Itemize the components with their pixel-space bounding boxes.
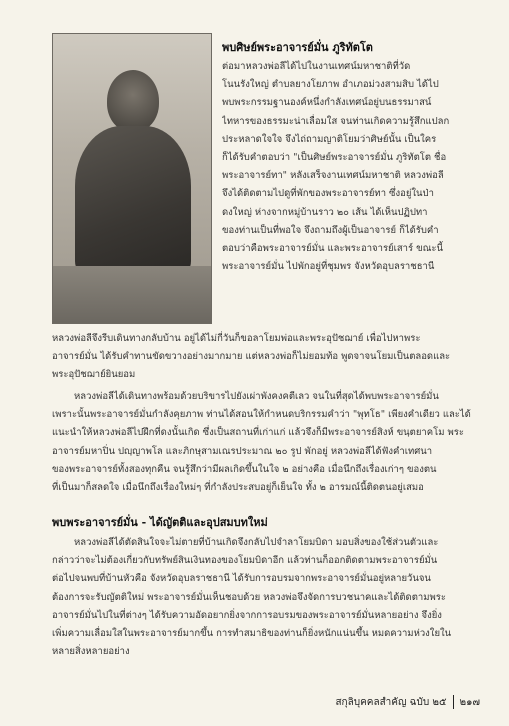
text-line: แนะนำให้หลวงพ่อลีไปฝึกที่ดงนั้นเกิด ซึ่งเป็นสถานที่เก่าแก่ แล้วจึงก็มีพระอาจารย์สิงห์ ขนฺตยาคโม พระ [52,427,464,439]
photo-head-shape [107,70,159,132]
footer-divider [453,695,454,709]
text-line: จึงได้ติดตามไปดูที่พักของพระอาจารย์ทา ซึ่งอยู่ในป่า [222,188,434,200]
text-line: ต่อไปจนพบที่บ้านหัวคือ จังหวัดอุบลราชธานี ได้รับการอบรมจากพระอาจารย์มั่นอยู่หลายวันจน [52,573,431,585]
photo-robe-shape [75,126,191,276]
text-line: หลวงพ่อลีได้ตัดสินใจจะไม่ตายที่บ้านเกิดจึงกลับไปจำลาโยมบิดา มอบสิ่งของใช้ส่วนตัวและ [74,537,439,548]
section1-paragraph-right [222,58,480,276]
text-line: ต้องการจะรับญัตติใหม่ พระอาจารย์มั่นเห็นชอบด้วย หลวงพ่อจึงจัดการบวชนาคและได้ติดตามพระ [52,591,446,603]
page-footer [330,692,480,712]
monk-portrait-photo [52,33,212,324]
section3-paragraph [52,534,480,661]
text-line: ดงใหญ่ ห่างจากหมู่บ้านราว ๒๐ เส้น ได้เห็นปฏิปทา [222,206,428,218]
text-line: ตอบว่าคือพระอาจารย์มั่น และพระอาจารย์เสาร์ ขณะนี้ [222,243,444,255]
text-line: พบพระกรรมฐานองค์หนึ่งกำลังเทศน์อยู่บนธรรมาสน์ [222,97,432,109]
page-number: ๒๑๗ [459,696,480,708]
section3-heading: พบพระอาจารย์มั่น - ได้ญัตติและอุปสมบทใหม่ [52,516,268,529]
section2-paragraph [52,388,480,497]
text-line: เพิ่มความเลื่อมใสในพระอาจารย์มากขึ้น การทำสมาธิของท่านก็ยิ่งหนักแน่นขึ้น หมดความห่วงใยใน [52,628,452,640]
text-line: ของท่านเป็นที่พอใจ จึงถามถึงผู้เป็นอาจารย์ ก็ได้รับคำ [222,224,439,236]
text-line: กล่าวว่าจะไม่ต้องเกี่ยวกับทรัพย์สินเงินทองของโยมบิดาอีก แล้วท่านก็ออกติดตามพระอาจารย์มั่น [52,555,438,567]
text-line: หลวงพ่อลีจึงรีบเดินทางกลับบ้าน อยู่ได้ไม่กี่วันก็ขอลาโยมพ่อและพระอุปัชฌาย์ เพื่อไปหาพระ [52,333,421,344]
text-line: ที่เป็นมาก็สลดใจ เมื่อนึกถึงเรื่องใหม่ๆ ที่กำลังประสบอยู่ก็เย็นใจ ทั้ง ๒ อารมณ์นี้ติดตนอยู่เสมอ [52,482,424,494]
footer-book-title: สกุลิบุคคลสำคัญ ฉบับ ๒๕ [335,696,447,708]
text-line: โนนรังใหญ่ ตำบลยางโยภาพ อำเภอม่วงสามสิบ ได้ไป [222,79,439,91]
text-line: พระอุปัชฌาย์ยินยอม [52,369,136,381]
text-line: หลายสิ่งหลายอย่าง [52,646,130,658]
text-line: ก็ได้รับคำตอบว่า "เป็นศิษย์พระอาจารย์มั่น ภูริทัตโต ชื่อ [222,152,447,164]
text-line: หลวงพ่อลีได้เดินทางพร้อมด้วยบริขารไปยังเผ่าพังคงคตีเลว จนในที่สุดได้พบพระอาจารย์มั่น [74,391,439,402]
text-line: พระอาจารย์ทา" หลังเสร็จงานเทศน์มหาชาติ หลวงพ่อลี [222,170,444,182]
text-line: พระอาจารย์มั่น ไปพักอยู่ที่ชุมพร จังหวัดอุบลราชธานี [222,261,435,273]
text-line: ต่อมาหลวงพ่อลีได้ไปในงานเทศน์มหาชาติที่วัด [222,61,411,72]
text-line: ประหลาดใจใจ จึงไถ่ถามญาติโยมว่าศิษย์นั้น เป็นใคร [222,133,437,145]
text-line: เพราะนั้นพระอาจารย์มั่นกำลังคุยภาพ ท่านได้สอนให้กำหนดบริกรรมคำว่า "พุทโธ" เพียงคำเดียว และได้ [52,409,471,421]
text-line: อาจารย์มั่นไปในที่ต่างๆ ได้รับความอัดอยากยิ่งจากการอบรมของพระอาจารย์มั่นหลายอย่าง จึงยิ่ง [52,609,442,621]
photo-seat-shape [53,266,212,324]
text-line: อาจารย์มั่น ได้รับคำทานขัดขวางอย่างมากมาย แต่หลวงพ่อก็ไม่ยอมท้อ พูดจาจนโยมเป็นตลอดและ [52,351,451,363]
text-line: ไทหารของธรรมะน่าเลื่อมใส จนท่านเกิดความรู้สึกแปลก [222,115,450,127]
section1-paragraph-full [52,330,480,385]
section1-heading: พบศิษย์พระอาจารย์มั่น ภูริทัตโต [222,41,373,54]
text-line: ของพระอาจารย์ทั้งสองทุกคืน จนรู้สึกว่ามีผลเกิดขึ้นในใจ ๒ อย่างคือ เมื่อนึกถึงเรื่องเก่าๆ ของตน [52,463,437,475]
text-line: อาจารย์มหาปิ่น ปญฺญาพโล และภิกษุสามเณรประมาณ ๒๐ รูป พักอยู่ หลวงพ่อลีได้ฟังคำเทศนา [52,445,433,457]
